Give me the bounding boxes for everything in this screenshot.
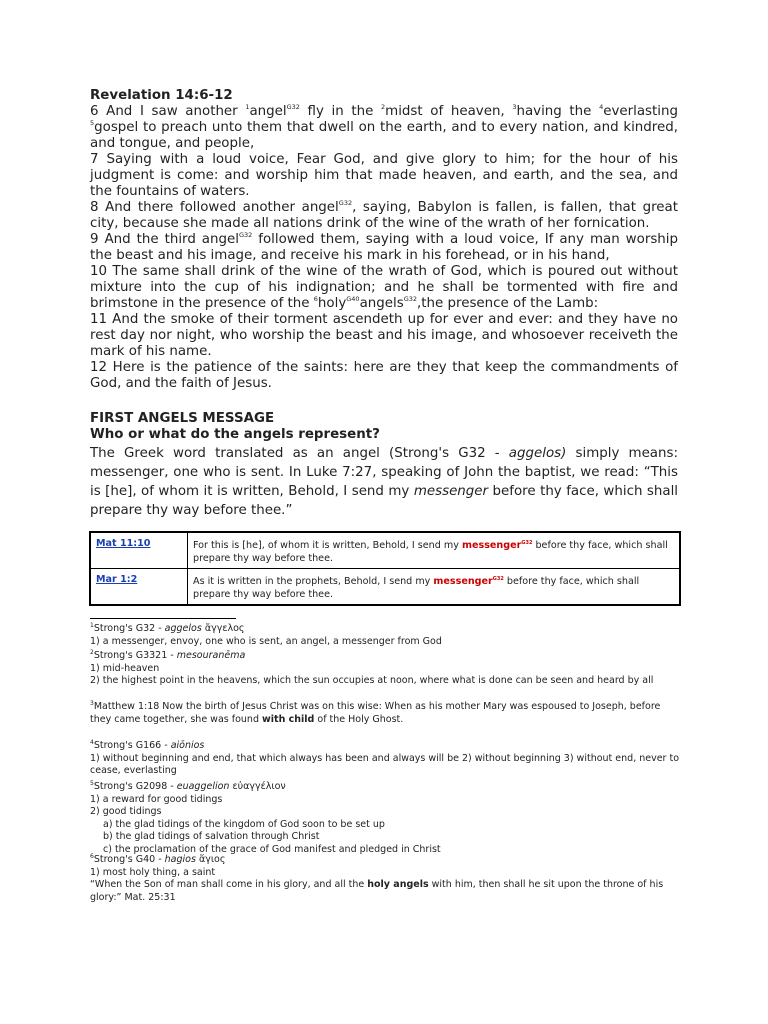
footnote-text: Strong's G2098 - (93, 781, 177, 792)
footnote-ref[interactable]: 5 (90, 118, 95, 127)
verse-text: holy (317, 296, 347, 311)
footnote-emphasis: euaggelion (176, 781, 230, 792)
verse-text: ,the presence of the Lamb: (417, 296, 599, 311)
footnote-text: of the Holy Ghost. (314, 713, 404, 725)
footnote-text: with him, then shall he sit upon the throne of his glory:” Mat. 25:31 (90, 879, 664, 903)
footnote-line: 1) mid-heaven (90, 662, 160, 674)
highlight-text: messenger (433, 576, 493, 588)
strongs-ref: G32 (238, 230, 253, 239)
verse-text: followed them, saying with a loud voice, If any man worship the beast and his image, and receive his mark in his forehead, or in his hand, (90, 232, 679, 263)
verse-text: having the (516, 104, 600, 119)
footnote-number: 4 (90, 738, 94, 746)
verse-9 (90, 232, 678, 264)
highlighted-word (433, 576, 503, 587)
footnote-bold: holy angels (367, 879, 429, 890)
footnote-text: Strong's G40 - (93, 854, 165, 865)
footnote-emphasis: hagios (164, 854, 196, 865)
highlight-text: messenger (461, 540, 522, 552)
footnote-text: Matthew 1:18 Now the birth of Jesus Christ was on this wise: When as his mother Mary was espoused to Joseph, before they came together, she was found (90, 701, 661, 725)
table-row (90, 569, 680, 606)
footnote-6 (90, 854, 682, 904)
verse-text: midst of heaven, (385, 104, 513, 119)
footnote-line: 1) without beginning and end, that which always has been and always will be 2) without beginning 3) without end, never to cease, everlasting (90, 752, 680, 776)
verse-text: gospel to preach unto them that dwell on the earth, and to every nation, and kindred, and tongue, and people, (90, 120, 678, 151)
footnote-5 (90, 781, 682, 856)
section-heading (90, 411, 678, 443)
footnote-text: Strong's G32 - (93, 623, 165, 634)
intro-text: before thy face, which shall prepare thy way before thee.” (90, 484, 679, 518)
section-title: FIRST ANGELS MESSAGE (90, 411, 275, 426)
section-question: Who or what do the angels represent? (90, 427, 380, 442)
ref-link-mat-11-10[interactable]: Mat 11:10 (96, 538, 151, 549)
verse-text: angels (359, 296, 404, 311)
intro-emphasis: messenger (413, 484, 489, 499)
verse-text: As it is written in the prophets, Behold, I send my (193, 576, 434, 588)
scripture-passage (90, 88, 678, 392)
verse-8 (90, 200, 678, 232)
footnote-1 (90, 623, 682, 648)
verse-text: angel (249, 104, 287, 119)
verse-7: 7 Saying with a loud voice, Fear God, and give glory to him; for the hour of his judgment is come: and worship him that made heaven, and earth, and the sea, and the fountains of waters. (90, 152, 678, 199)
footnote-line: 2) good tidings (90, 806, 162, 817)
footnote-subitem: a) the glad tidings of the kingdom of God soon to be set up (103, 818, 385, 830)
ref-cell (90, 532, 188, 569)
footnote-number: 1 (90, 621, 94, 629)
verse-text: everlasting (603, 104, 678, 119)
footnote-ref[interactable]: 3 (512, 102, 517, 111)
footnote-ref[interactable]: 2 (381, 102, 386, 111)
verse-text: 10 The same shall drink of the wine of the wrath of God, which is poured out without mixture into the cup of his indignation; and he shall be tormented with fire and brimstone in the presence of the (90, 264, 678, 311)
verse-text: fly in the (299, 104, 382, 119)
footnote-ref[interactable]: 6 (313, 294, 318, 303)
footnote-text: εὐαγγέλιον (229, 781, 286, 792)
intro-paragraph (90, 444, 678, 520)
footnote-line: 1) a reward for good tidings (90, 793, 223, 805)
footnote-number: 5 (90, 779, 94, 787)
verse-text: For this is [he], of whom it is written, Behold, I send my (193, 540, 462, 552)
table-row (90, 532, 680, 569)
footnote-4 (90, 740, 682, 778)
intro-text: simply means: messenger, one who is sent. In Luke 7:27, speaking of John the baptist, we read: “This is [he], of whom it is written, Behold, I send my (90, 446, 678, 499)
verse-6 (90, 104, 678, 152)
strongs-ref[interactable]: G32 (492, 576, 504, 583)
footnote-ref[interactable]: 4 (599, 102, 604, 111)
verse-11: 11 And the smoke of their torment ascendeth up for ever and ever: and they have no rest day nor night, who worship the beast and his image, and whosoever receiveth the mark of his name. (90, 312, 678, 359)
footnote-ref[interactable]: 1 (245, 102, 250, 111)
strongs-ref[interactable]: G32 (521, 540, 533, 546)
verse-text: 6 And I saw another (90, 104, 246, 119)
ref-link-mar-1-2[interactable]: Mar 1:2 (96, 574, 138, 586)
strongs-ref: G40 (346, 294, 360, 303)
verse-text: , saying, Babylon is fallen, is fallen, that great city, because she made all nations drink of the wine of the wrath of her fornication. (90, 200, 679, 231)
passage-heading: Revelation 14:6-12 (90, 88, 233, 103)
footnote-text: Strong's G3321 - (93, 650, 177, 661)
verse-cell (188, 569, 681, 606)
cross-reference-table (89, 531, 681, 606)
footnote-number: 6 (90, 852, 94, 860)
footnote-2 (90, 650, 682, 688)
verse-cell (188, 532, 681, 569)
verse-10 (90, 264, 678, 312)
footnote-bold: with child (262, 713, 315, 725)
highlighted-word (462, 540, 532, 551)
footnote-text: “When the Son of man shall come in his glory, and all the (90, 879, 368, 890)
footnote-line: 2) the highest point in the heavens, which the sun occupies at noon, where what is done can be seen and heard by all (90, 675, 654, 686)
intro-text: The Greek word translated as an angel (Strong's G32 - (90, 446, 509, 461)
verse-text: before thy face, which shall prepare thy way before thee. (193, 576, 640, 601)
footnote-subitem: c) the proclamation of the grace of God manifest and pledged in Christ (103, 843, 441, 855)
strongs-ref: G32 (403, 294, 418, 303)
footnote-text: ἄγγελος (201, 623, 245, 634)
intro-emphasis: aggelos) (508, 446, 567, 461)
footnote-text: ἅγιος (195, 854, 226, 865)
footnote-separator (90, 618, 236, 619)
ref-cell (90, 569, 188, 606)
footnote-emphasis: mesouranēma (176, 650, 246, 661)
footnote-number: 3 (90, 699, 94, 707)
strongs-ref: G32 (286, 102, 300, 111)
verse-12: 12 Here is the patience of the saints: here are they that keep the commandments of God, and the faith of Jesus. (90, 360, 678, 391)
footnote-text: Strong's G166 - (93, 740, 171, 751)
footnote-subitem: b) the glad tidings of salvation through Christ (103, 831, 320, 842)
footnote-number: 2 (90, 648, 94, 656)
strongs-ref: G32 (338, 198, 353, 207)
verse-text: 9 And the third angel (90, 232, 239, 247)
footnote-line: 1) most holy thing, a saint (90, 866, 216, 878)
footnote-3 (90, 701, 682, 726)
verse-text: before thy face, which shall prepare thy way before thee. (193, 540, 668, 565)
footnote-line: 1) a messenger, envoy, one who is sent, an angel, a messenger from God (90, 635, 442, 647)
verse-text: 8 And there followed another angel (90, 200, 339, 215)
footnote-emphasis: aggelos (164, 623, 202, 634)
footnote-emphasis: aiōnios (170, 740, 205, 751)
